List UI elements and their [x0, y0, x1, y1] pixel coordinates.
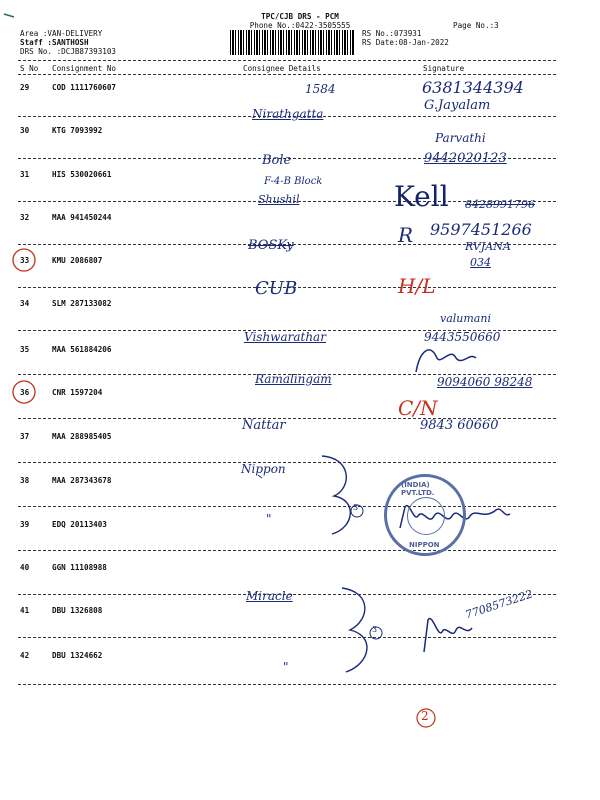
rs-date: RS Date:08-Jan-2022: [362, 38, 449, 47]
row-sno: 41: [20, 606, 30, 615]
row-consignment: CNR 1597204: [52, 388, 103, 397]
handwriting-signature: Kell: [394, 180, 449, 213]
row-consignment: KTG 7093992: [52, 126, 103, 135]
staff-label: Staff :SANTHOSH: [20, 38, 89, 47]
handwriting-name: Vishwarathar: [244, 330, 326, 344]
handwriting-name: RVJANA: [465, 240, 511, 253]
handwriting-phone: 8428991796: [465, 198, 535, 211]
row-consignment: KMU 2086807: [52, 256, 103, 265]
handwriting-name: Miracle: [246, 589, 293, 603]
row-sno: 34: [20, 299, 30, 308]
handwriting-mark: H/L: [398, 274, 436, 298]
row-consignment: MAA 561884206: [52, 345, 112, 354]
row-consignment: SLM 287133082: [52, 299, 112, 308]
handwriting-name: G.Jayalam: [424, 98, 491, 113]
handwriting-phone: 9597451266: [430, 220, 532, 239]
handwriting-name: CUB: [255, 278, 298, 299]
stamp-text-top: (INDIA) PVT.LTD.: [401, 481, 435, 497]
row-sno: 36: [20, 388, 30, 397]
row-consignment: DBU 1324662: [52, 651, 103, 660]
handwriting-phone: 6381344394: [422, 78, 524, 97]
handwriting-phone: 9443550660: [424, 330, 501, 344]
handwriting-initials: R: [398, 223, 414, 247]
row-consignment: MAA 941450244: [52, 213, 112, 222]
bracket-mark-miracle: [342, 588, 367, 672]
handwriting-name: valumani: [440, 312, 491, 325]
row-sno: 33: [20, 256, 30, 265]
corner-tick-mark: [4, 14, 14, 17]
row-consignment: HIS 530020661: [52, 170, 112, 179]
page-count-number: 2: [421, 709, 429, 723]
phone-number: Phone No.:0422-3505555: [249, 21, 351, 30]
row-consignment: GGN 11108988: [52, 563, 107, 572]
page-number: Page No.:3: [453, 21, 499, 30]
row-sno: 39: [20, 520, 30, 529]
row-consignment: COD 1111760607: [52, 83, 117, 92]
handwriting-name: Shushil: [258, 193, 300, 206]
drs-number: DRS No. :DCJB87393103: [20, 47, 117, 56]
rs-number: RS No.:073931: [362, 29, 422, 38]
document-title: TPC/CJB DRS - PCM: [261, 12, 339, 21]
ditto-mark: ": [283, 660, 289, 674]
handwriting-number: 034: [470, 256, 491, 269]
handwriting-name: Bole: [262, 153, 292, 168]
bracket-mark-nippon: [322, 456, 350, 534]
area-label: Area :VAN-DELIVERY: [20, 29, 103, 38]
col-signature: Signature: [423, 64, 465, 73]
handwriting-address: F-4-B Block: [264, 176, 323, 187]
col-sno: S No: [20, 64, 39, 73]
circle-number: 3: [353, 503, 359, 512]
ditto-mark: ": [266, 512, 272, 526]
company-stamp: [384, 474, 466, 556]
stamp-text-bottom: NIPPON: [409, 541, 440, 549]
signature-scribble-35: [416, 350, 476, 372]
col-consignment: Consignment No: [52, 64, 117, 73]
circle-number: 3: [372, 625, 378, 634]
handwriting-phone: 7708573222: [463, 587, 535, 622]
handwriting-phone: 9094060 98248: [437, 375, 533, 389]
handwriting-name: Nattar: [242, 418, 286, 433]
handwriting-name: Nippon: [241, 462, 286, 476]
row-sno: 37: [20, 432, 30, 441]
signature-scribble-41: [424, 618, 472, 652]
row-consignment: EDQ 20113403: [52, 520, 107, 529]
row-sno: 42: [20, 651, 30, 660]
row-sno: 38: [20, 476, 30, 485]
handwriting-name: Parvathi: [435, 131, 486, 145]
row-sno: 35: [20, 345, 30, 354]
row-consignment: DBU 1326808: [52, 606, 103, 615]
row-sno: 31: [20, 170, 30, 179]
handwriting-1584: 1584: [305, 82, 336, 96]
handwriting-name: Nirathgatta: [252, 107, 324, 121]
row-sno: 32: [20, 213, 30, 222]
handwriting-phone: 9442020123: [424, 151, 507, 166]
handwriting-name: BOSKy: [248, 238, 294, 253]
handwriting-phone: 9843 60660: [420, 418, 499, 433]
col-consignee: Consignee Details: [243, 64, 321, 73]
circle-mark-36: [13, 381, 35, 403]
handwriting-mark: C/N: [398, 396, 438, 420]
row-consignment: MAA 288985405: [52, 432, 112, 441]
row-sno: 40: [20, 563, 30, 572]
circle-mark-33: [13, 249, 35, 271]
row-sno: 29: [20, 83, 30, 92]
row-consignment: MAA 287343678: [52, 476, 112, 485]
handwriting-name: Ramalingam: [255, 372, 332, 386]
row-sno: 30: [20, 126, 30, 135]
